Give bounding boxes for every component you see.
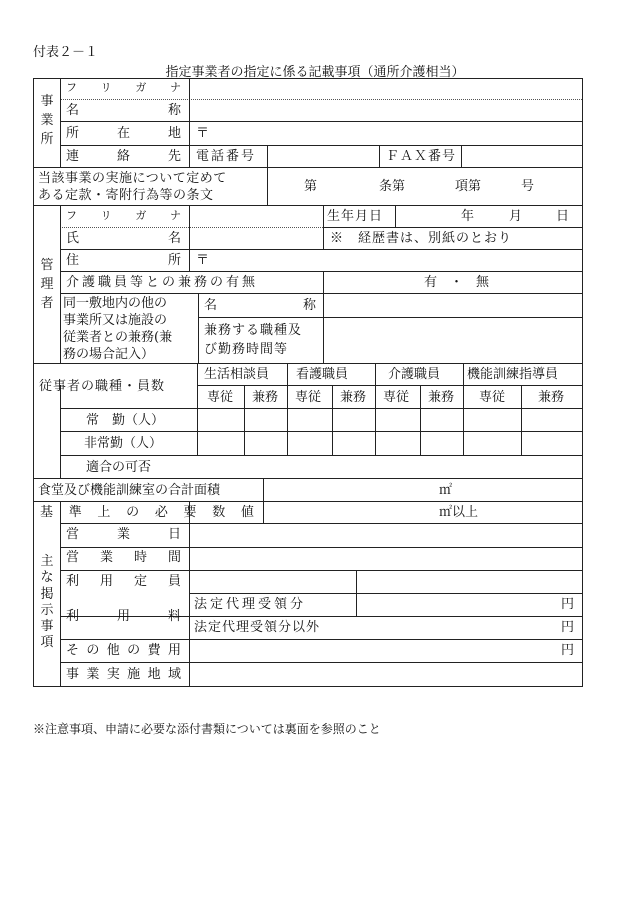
suitability-label: 適合の可否 [86,460,152,475]
part-time-header-2: 兼務 [340,390,367,405]
kanrisha-postal-mark: 〒 [196,253,210,268]
standard-value-unit: ㎡以上 [439,505,479,520]
other-costs-yen: 円 [561,643,575,658]
other-costs-label: そ の 他 の 費 用 [66,643,181,658]
document-label: 付表２－１ [33,45,99,60]
duty-hours-line2: び勤務時間等 [204,342,289,357]
capacity-label: 利 用 定 員 [66,574,181,589]
part-time-header-1: 兼務 [252,390,279,405]
statutory-label: 法定代理受領分 [194,597,307,612]
document-title: 指定事業者の指定に係る記載事項（通所介護相当） [165,65,465,80]
part-time-count-label: 非常勤（人） [84,436,163,451]
article-jo-dai: 条第 [379,179,406,194]
full-time-header-2: 専従 [295,390,322,405]
kanrisha-address-label: 住 所 [66,253,181,268]
jigyosho-name-label: 名 称 [66,103,181,118]
other-facility-line1: 同一敷地内の他の [63,296,168,311]
area-label: 食堂及び機能訓練室の合計面積 [38,483,221,498]
kanrisha-name-label: 氏 名 [66,231,181,246]
fee-label: 利 用 料 [66,609,181,624]
part-time-header-3: 兼務 [428,390,455,405]
duty-hours-line1: 兼務する職種及 [204,323,303,338]
jigyosho-furigana-label: フ リ ガ ナ [66,81,181,94]
concurrent-duty-label: 介護職員等との兼務の有無 [66,275,259,290]
article-go: 号 [521,179,535,194]
kanrisha-furigana-label: フ リ ガ ナ [66,209,181,222]
business-hours-label: 営 業 時 間 [66,550,181,565]
articles-label-line1: 当該事業の実施について定めて [38,171,227,186]
articles-label-line2: ある定款・寄附行為等の条文 [38,188,214,203]
birth-month-label: 月 [509,209,523,224]
fax-label: ＦＡＸ番号 [386,149,457,164]
registration-form-table [33,78,583,687]
concurrent-duty-value: 有 ・ 無 [424,275,490,290]
birth-day-label: 日 [556,209,570,224]
other-facility-line3: 従業者との兼務(兼 [63,330,173,345]
area-unit: ㎡ [439,483,453,498]
article-ko-dai: 項第 [455,179,482,194]
role-life-counselor: 生活相談員 [204,367,270,382]
other-facility-line4: 務の場合記入） [63,347,155,362]
jigyosho-postal-mark: 〒 [196,126,210,141]
footer-note: ※注意事項、申請に必要な添付書類については裏面を参照のこと [33,722,381,736]
jigyosho-contact-label: 連 絡 先 [66,149,181,164]
birth-date-label: 生年月日 [327,209,384,224]
role-care-worker: 介護職員 [388,367,441,382]
phone-label: 電話番号 [196,149,257,164]
full-time-count-label: 常 勤（人） [86,413,165,428]
role-functional-trainer: 機能訓練指導員 [467,367,559,382]
other-facility-name-label: 名 称 [204,298,316,313]
full-time-header-4: 専従 [479,390,506,405]
birth-year-label: 年 [461,209,475,224]
part-time-header-4: 兼務 [538,390,565,405]
non-statutory-yen: 円 [561,620,575,635]
article-dai: 第 [304,179,318,194]
full-time-header-1: 専従 [207,390,234,405]
other-facility-line2: 事業所又は施設の [63,313,168,328]
staff-section-label: 従事者の職種・員数 [39,379,166,394]
jigyosho-section-label: 事業所 [40,94,54,147]
resume-note: ※ 経歴書は、別紙のとおり [330,231,513,246]
statutory-yen: 円 [561,597,575,612]
kanrisha-section-label: 管理者 [40,258,54,311]
business-days-label: 営 業 日 [66,527,181,542]
main-section-label: 主な掲示事項 [40,554,54,651]
service-area-label: 事 業 実 施 地 域 [66,667,181,682]
jigyosho-address-label: 所 在 地 [66,126,181,141]
full-time-header-3: 専従 [383,390,410,405]
role-nurse: 看護職員 [296,367,349,382]
non-statutory-label: 法定代理受領分以外 [194,620,321,635]
standard-value-label: 基 準 上 の 必 要 数 値 [40,505,254,520]
